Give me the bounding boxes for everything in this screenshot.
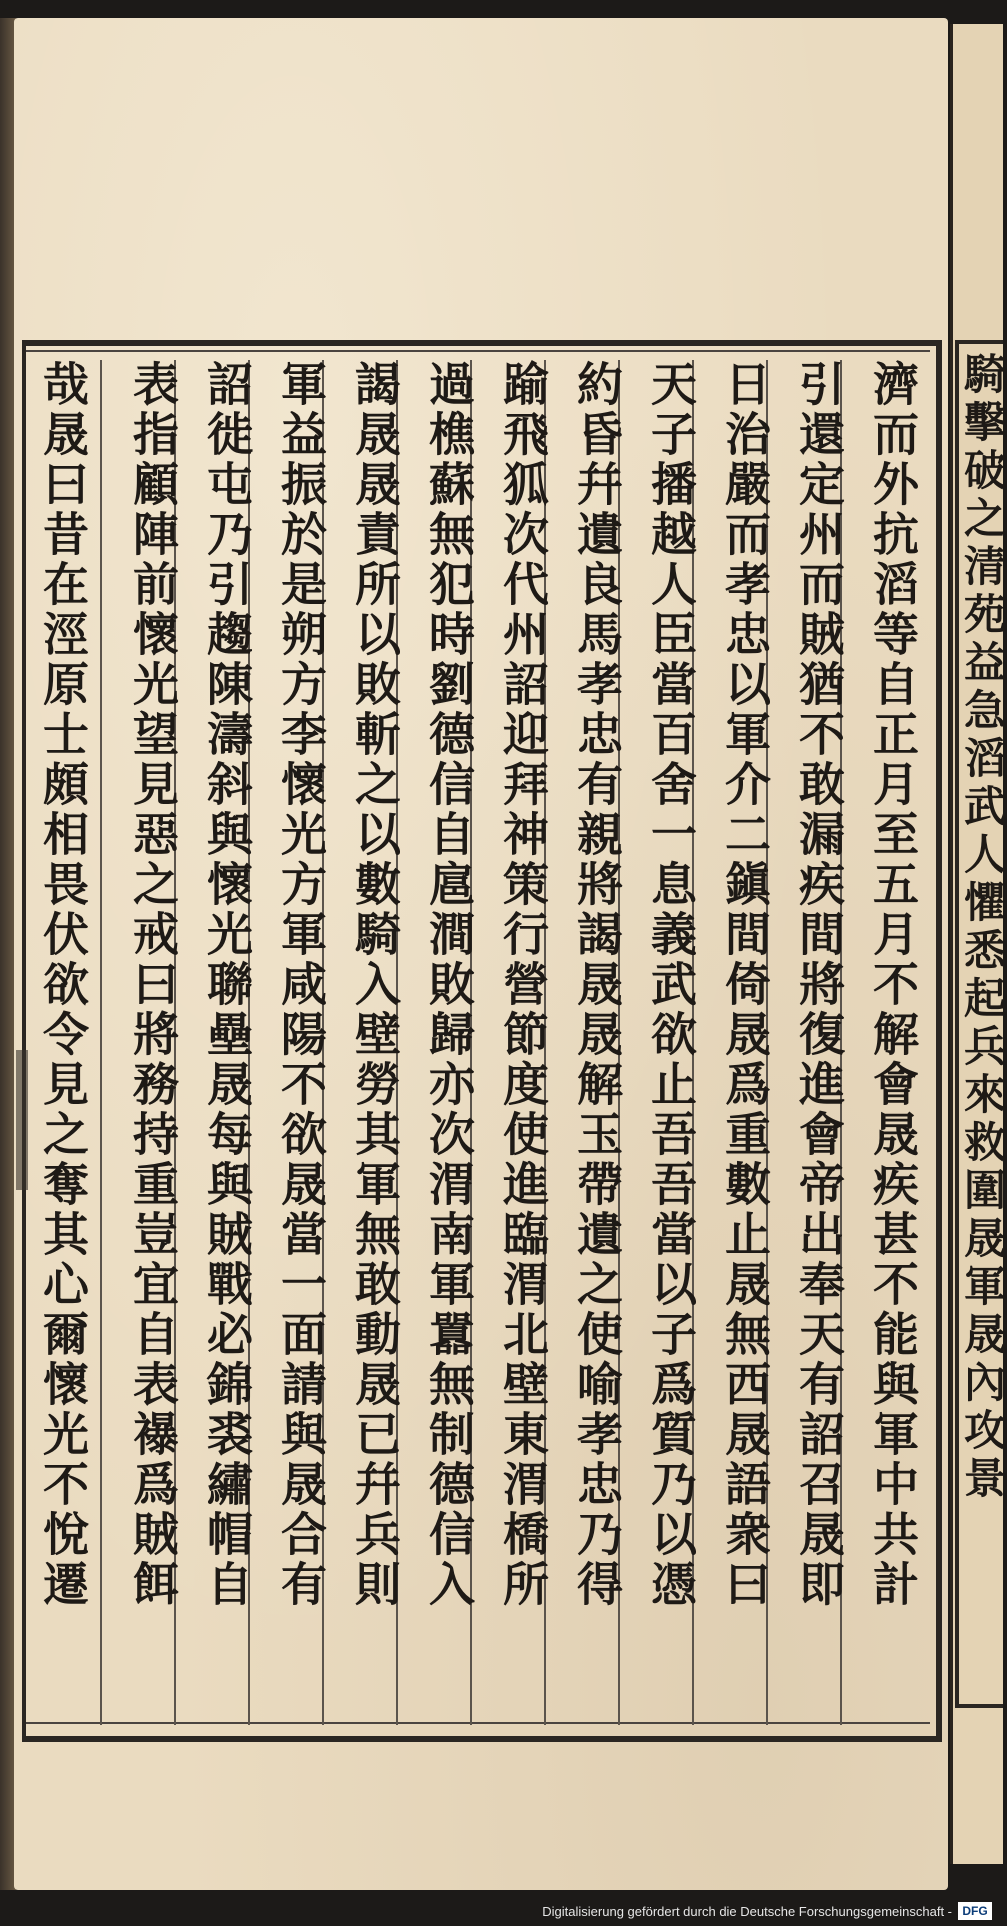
- text-column-2: [786, 360, 852, 1725]
- column-text: 濟而外抗滔等自正月至五月不解會晟疾甚不能與軍中共計: [866, 360, 920, 1610]
- text-column-3: [712, 360, 778, 1725]
- column-text: 天子播越人臣當百舍一息義武欲止吾吾當以子爲質乃以憑: [644, 360, 698, 1610]
- digitization-credit: Digitalisierung gefördert durch die Deutsche Forschungsgemeinschaft -: [542, 1904, 952, 1919]
- column-text: 軍益振於是朔方李懷光方軍咸陽不欲晟當一面請與晟合有: [274, 360, 328, 1610]
- text-column-10: [194, 360, 260, 1725]
- text-column-4: [638, 360, 704, 1725]
- text-column-12: [30, 360, 96, 1725]
- text-column-8: [342, 360, 408, 1725]
- text-column-11: [120, 360, 186, 1725]
- dfg-logo: DFG: [958, 1902, 992, 1920]
- gutter-fold-mark: [16, 1050, 28, 1190]
- column-rule: [100, 360, 102, 1725]
- text-column-1: [860, 360, 926, 1725]
- text-column-9: [268, 360, 334, 1725]
- facing-page-text: 騎擊破之清苑益急滔武人懼悉起兵來救圍晟軍晟內攻景: [958, 352, 1007, 1504]
- column-text: 日治嚴而孝忠以軍介二鎭間倚晟爲重數止晟無西晟語衆曰: [718, 360, 772, 1610]
- text-column-6: [490, 360, 556, 1725]
- text-column-5: [564, 360, 630, 1725]
- column-text: 引還定州而賊猶不敢漏疾間將復進會帝出奉天有詔召晟即: [792, 360, 846, 1610]
- column-text: 謁晟晟責所以敗斬之以數騎入壁勞其軍無敢動晟已幷兵則: [348, 360, 402, 1610]
- column-text: 約昏幷遺良馬孝忠有親將謁晟晟解玉帶遺之使喻孝忠乃得: [570, 360, 624, 1610]
- column-text: 哉晟曰昔在涇原士頗相畏伏欲令見之奪其心爾懷光不悅遷: [36, 360, 90, 1610]
- column-text: 過樵蘇無犯時劉德信自扈澗敗歸亦次渭南軍囂無制德信入: [422, 360, 476, 1610]
- text-column-7: [416, 360, 482, 1725]
- column-text: 詔徙屯乃引趨陳濤斜與懷光聯壘晟每與賊戰必錦裘繡帽自: [200, 360, 254, 1610]
- column-text: 踰飛狐次代州詔迎拜神策行營節度使進臨渭北壁東渭橋所: [496, 360, 550, 1610]
- column-text: 表指顧陣前懷光望見惡之戒曰將務持重豈宜自表襮爲賊餌: [126, 360, 180, 1610]
